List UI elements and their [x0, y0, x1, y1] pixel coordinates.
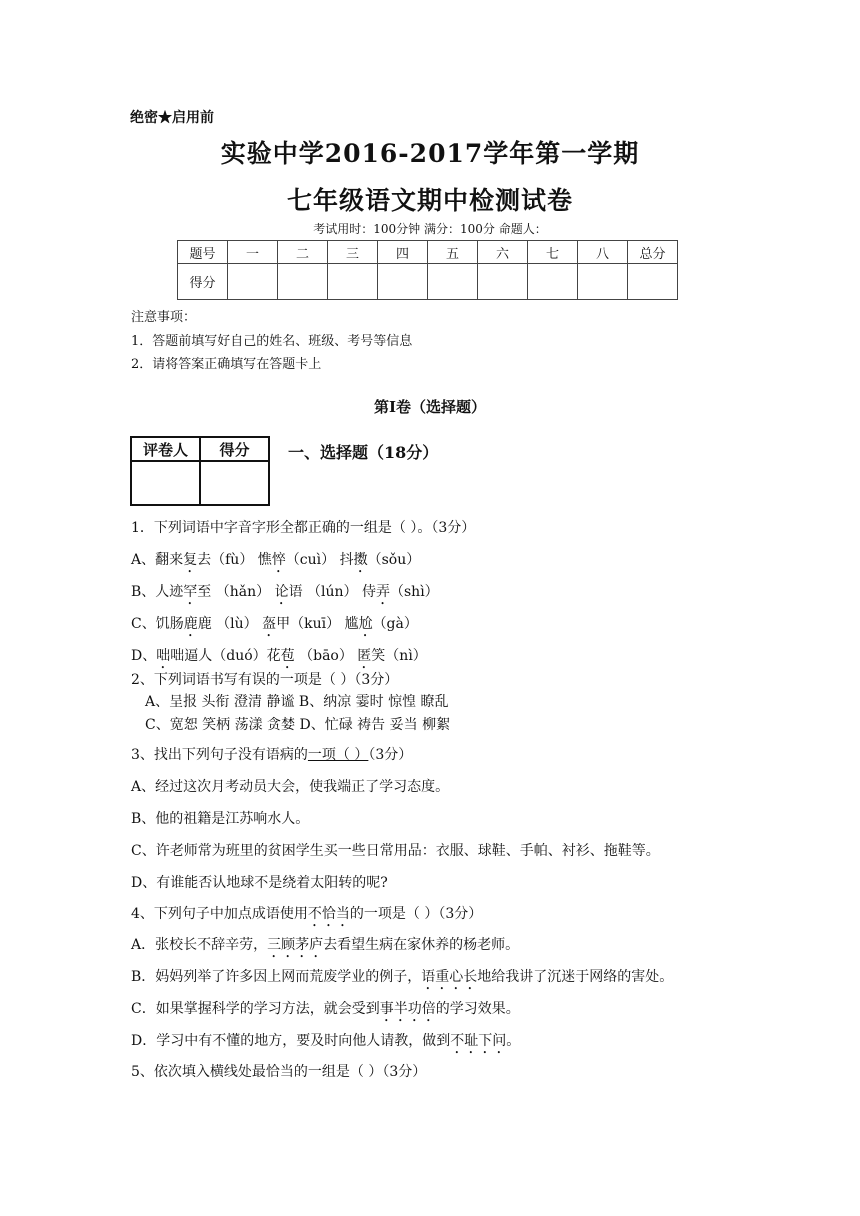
notice-title: 注意事项： — [131, 310, 197, 325]
q1-option-a-dotted: 复 — [183, 552, 198, 568]
q1-option-b-text: 至 （hǎn） — [197, 584, 275, 600]
score-cell[interactable] — [578, 264, 628, 300]
grader-table — [130, 436, 270, 506]
q4-option-b-text: 地给我讲了沉迷于网络的害处。 — [477, 969, 674, 985]
q4-option-d[interactable] — [131, 1030, 520, 1057]
page-title: 实验中学2016-2017学年第一学期 — [220, 139, 640, 168]
q1-option-a-dotted: 擞 — [353, 552, 368, 568]
score-header: 八 — [578, 241, 628, 264]
q3-stem-points: （3分） — [368, 747, 413, 763]
score-header: 三 — [328, 241, 378, 264]
score-cell[interactable] — [278, 264, 328, 300]
score-cell[interactable] — [378, 264, 428, 300]
q4-stem — [131, 903, 482, 930]
q4-option-c[interactable] — [131, 998, 520, 1025]
q1-option-b-text: 语 （lún） 侍 — [288, 584, 376, 600]
page-subtitle: 七年级语文期中检测试卷 — [286, 186, 573, 215]
q1-option-c-dotted: 鹿 — [183, 616, 198, 632]
q3-stem — [131, 744, 412, 764]
q4-option-d-text: D．学习中有不懂的地方，要及时向他人请教，做到 — [131, 1033, 451, 1049]
q3-option-d[interactable]: D、有谁能否认地球不是绕着太阳转的呢? — [131, 875, 388, 891]
q4-stem-dotted: 不恰当 — [307, 906, 350, 922]
q4-option-d-text: 。 — [506, 1033, 521, 1049]
q3-option-c[interactable]: C、许老师常为班里的贫困学生买一些日常用品：衣服、球鞋、手帕、衬衫、拖鞋等。 — [131, 843, 660, 859]
grader-label: 评卷人 — [131, 437, 200, 461]
q1-option-c-text: 鹿 （lù） — [197, 616, 263, 632]
q1-option-a-text: （cuì） 抖 — [285, 552, 354, 568]
score-header: 四 — [378, 241, 428, 264]
part-title: 第I卷（选择题） — [373, 398, 487, 416]
q1-stem: 1．下列词语中字音字形全都正确的一组是（ ）。（3分） — [131, 520, 476, 536]
score-header: 七 — [528, 241, 578, 264]
q1-option-d-text: D、 — [131, 648, 157, 664]
q1-option-d-text: 咄逼人（duó）花 — [170, 648, 281, 664]
score-header: 一 — [228, 241, 278, 264]
score-cell[interactable] — [528, 264, 578, 300]
q1-option-d-dotted: 匿 — [357, 648, 372, 664]
q1-option-c-dotted: 尬 — [358, 616, 373, 632]
score-header: 五 — [428, 241, 478, 264]
q1-option-d-text: （bāo） — [294, 648, 358, 664]
q1-option-a-dotted: 悴 — [271, 552, 286, 568]
grader-score-cell[interactable] — [200, 461, 269, 505]
q3-option-a[interactable]: A、经过这次月考动员大会，使我端正了学习态度。 — [131, 779, 450, 795]
q4-option-b-text: B．妈妈列举了许多因上网而荒废学业的例子， — [131, 969, 422, 985]
q4-option-b[interactable] — [131, 966, 673, 993]
q1-option-d-text: 笑（nì） — [371, 648, 427, 664]
q1-option-b-text: （shì） — [390, 584, 439, 600]
q1-option-b-dotted: 论 — [274, 584, 289, 600]
q1-option-b-dotted: 罕 — [183, 584, 198, 600]
score-row-label: 得分 — [178, 264, 228, 300]
q3-option-b[interactable]: B、他的祖籍是江苏响水人。 — [131, 811, 310, 827]
exam-info: 考试用时：100分钟 满分：100分 命题人： — [313, 222, 547, 236]
score-cell[interactable] — [428, 264, 478, 300]
q1-option-b-dotted: 弄 — [376, 584, 390, 600]
q3-answer-blank[interactable]: 一项（ ） — [307, 747, 369, 763]
grader-score-label: 得分 — [200, 437, 269, 461]
q4-option-a-text: 去看望生病在家休养的杨老师。 — [323, 937, 520, 953]
score-header: 总分 — [628, 241, 678, 264]
q1-option-c-dotted: 盔 — [262, 616, 277, 632]
score-table — [177, 240, 678, 300]
score-header: 六 — [478, 241, 528, 264]
q2-options-line[interactable]: A、呈报 头衔 澄清 静谧 B、纳凉 霎时 惊惶 瞭乱 — [145, 694, 449, 710]
q4-option-c-text: 的学习效果。 — [435, 1001, 520, 1017]
score-cell[interactable] — [228, 264, 278, 300]
q1-option-b[interactable] — [131, 581, 439, 608]
q5-stem: 5、依次填入横线处最恰当的一组是（ ）（3分） — [131, 1064, 427, 1080]
q4-stem-text: 4、下列句子中加点成语使用 — [131, 906, 308, 922]
score-cell[interactable] — [328, 264, 378, 300]
q1-option-a-text: 去（fù） 憔 — [197, 552, 272, 568]
q3-stem-text: 3、找出下列句子没有语病的 — [131, 747, 308, 763]
notice-item: 1．答题前填写好自己的姓名、班级、考号等信息 — [131, 334, 413, 349]
q1-option-c-text: C、饥肠 — [131, 616, 184, 632]
q4-option-a-text: A．张校长不辞辛劳， — [131, 937, 268, 953]
q1-option-a-text: A、翻来 — [131, 552, 184, 568]
q4-option-a-idiom: 三顾茅庐 — [267, 937, 324, 953]
q4-stem-text: 的一项是（ ）（3分） — [349, 906, 483, 922]
score-header: 二 — [278, 241, 328, 264]
q1-option-c[interactable] — [131, 613, 418, 640]
q1-option-b-text: B、人迹 — [131, 584, 184, 600]
score-cell[interactable] — [628, 264, 678, 300]
score-cell[interactable] — [478, 264, 528, 300]
q4-option-c-idiom: 事半功倍 — [379, 1001, 436, 1017]
q4-option-d-idiom: 不耻下问 — [450, 1033, 507, 1049]
q4-option-c-text: C．如果掌握科学的学习方法，就会受到 — [131, 1001, 380, 1017]
q1-option-d-dotted: 咄 — [156, 648, 171, 664]
q1-option-c-text: 甲（kuī） 尴 — [276, 616, 359, 632]
score-header: 题号 — [178, 241, 228, 264]
section-title: 一、选择题（18分） — [288, 443, 439, 462]
q1-option-c-text: （gà） — [372, 616, 418, 632]
q1-option-a-text: （sǒu） — [367, 552, 421, 568]
q4-option-a[interactable] — [131, 934, 519, 961]
notice-item: 2．请将答案正确填写在答题卡上 — [131, 357, 322, 372]
grader-cell[interactable] — [131, 461, 200, 505]
q2-options-line[interactable]: C、宽恕 笑柄 荡漾 贪婪 D、忙碌 祷告 妥当 柳絮 — [145, 717, 451, 733]
q4-option-b-idiom: 语重心长 — [421, 969, 478, 985]
q2-stem: 2、下列词语书写有误的一项是（ ）（3分） — [131, 672, 399, 688]
q1-option-d[interactable] — [131, 645, 427, 672]
secret-mark: 绝密★启用前 — [130, 110, 214, 126]
q1-option-a[interactable] — [131, 549, 420, 576]
q1-option-d-dotted: 苞 — [280, 648, 295, 664]
